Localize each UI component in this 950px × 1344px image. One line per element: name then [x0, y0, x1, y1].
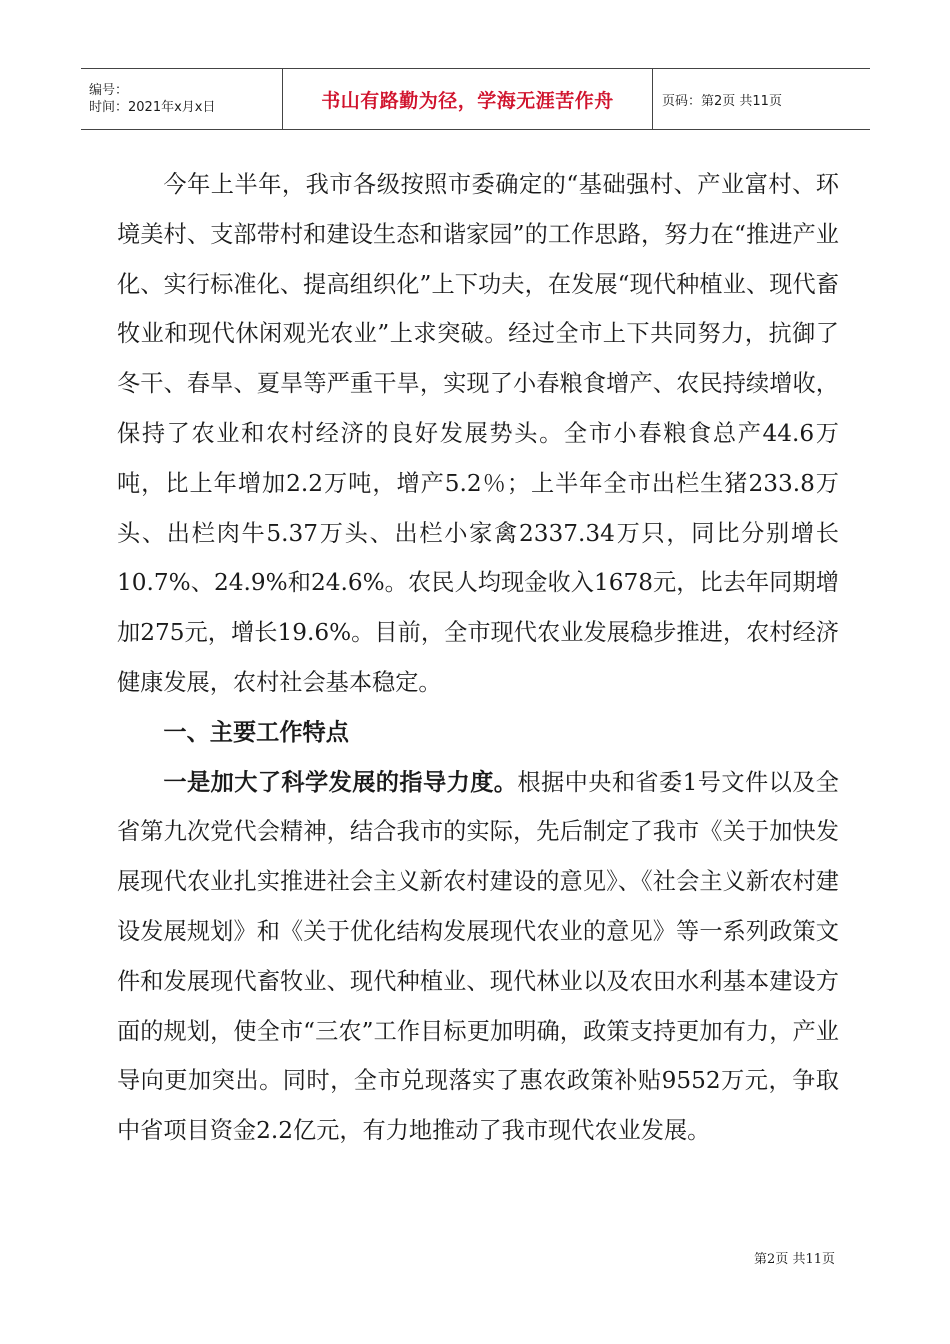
- header-motto-cell: [282, 69, 653, 129]
- body-paragraph-guidance: [117, 758, 839, 1156]
- paragraph-lead-sentence: 一是加大了科学发展的指导力度。: [163, 768, 518, 796]
- header-motto: 书山有路勤为径，学海无涯苦作舟: [321, 89, 614, 112]
- document-body: [117, 160, 839, 1156]
- document-time: 时间：2021年x月x日: [89, 100, 216, 115]
- paragraph-text: 根据中央和省委1号文件以及全省第九次党代会精神，结合我市的实际，先后制定了我市《关于加快发展现代农业扎实推进社会主义新农村建设的意见》、《社会主义新农村建设发展规划》和《关于优化结构发展现代农业的意见》等一系列政策文件和发展现代畜牧业、现代种植业、现代林业以及农田水利基本建设方面的规划，使全市“三农”工作目标更加明确，政策支持更加有力，产业导向更加突出。同时，全市兑现落实了惠农政策补贴9552万元，争取中省项目资金2.2亿元，有力地推动了我市现代农业发展。: [117, 768, 839, 1145]
- body-paragraph-intro: 今年上半年，我市各级按照市委确定的“基础强村、产业富村、环境美村、支部带村和建设生态和谐家园”的工作思路，努力在“推进产业化、实行标准化、提高组织化”上下功夫，在发展“现代种植业、现代畜牧业和现代休闲观光农业”上求突破。经过全市上下共同努力，抗御了冬干、春旱、夏旱等严重干旱，实现了小春粮食增产、农民持续增收，保持了农业和农村经济的良好发展势头。全市小春粮食总产44.6万吨，比上年增加2.2万吨，增产5.2％；上半年全市出栏生猪233.8万头、出栏肉牛5.37万头、出栏小家禽2337.34万只，同比分别增长10.7%、24.9%和24.6%。农民人均现金收入1678元，比去年同期增加275元，增长19.6%。目前，全市现代农业发展稳步推进，农村经济健康发展，农村社会基本稳定。: [117, 171, 839, 696]
- header-page-code: 页码：第2页 共11页: [662, 93, 782, 109]
- footer-page-number: 第2页 共11页: [754, 1252, 835, 1267]
- document-number-label: 编号：: [89, 83, 129, 98]
- page-footer: [754, 1248, 835, 1267]
- document-header: [81, 68, 870, 130]
- header-meta: [81, 69, 282, 129]
- header-page-cell: [653, 69, 870, 129]
- section-heading: 一、主要工作特点: [163, 718, 349, 746]
